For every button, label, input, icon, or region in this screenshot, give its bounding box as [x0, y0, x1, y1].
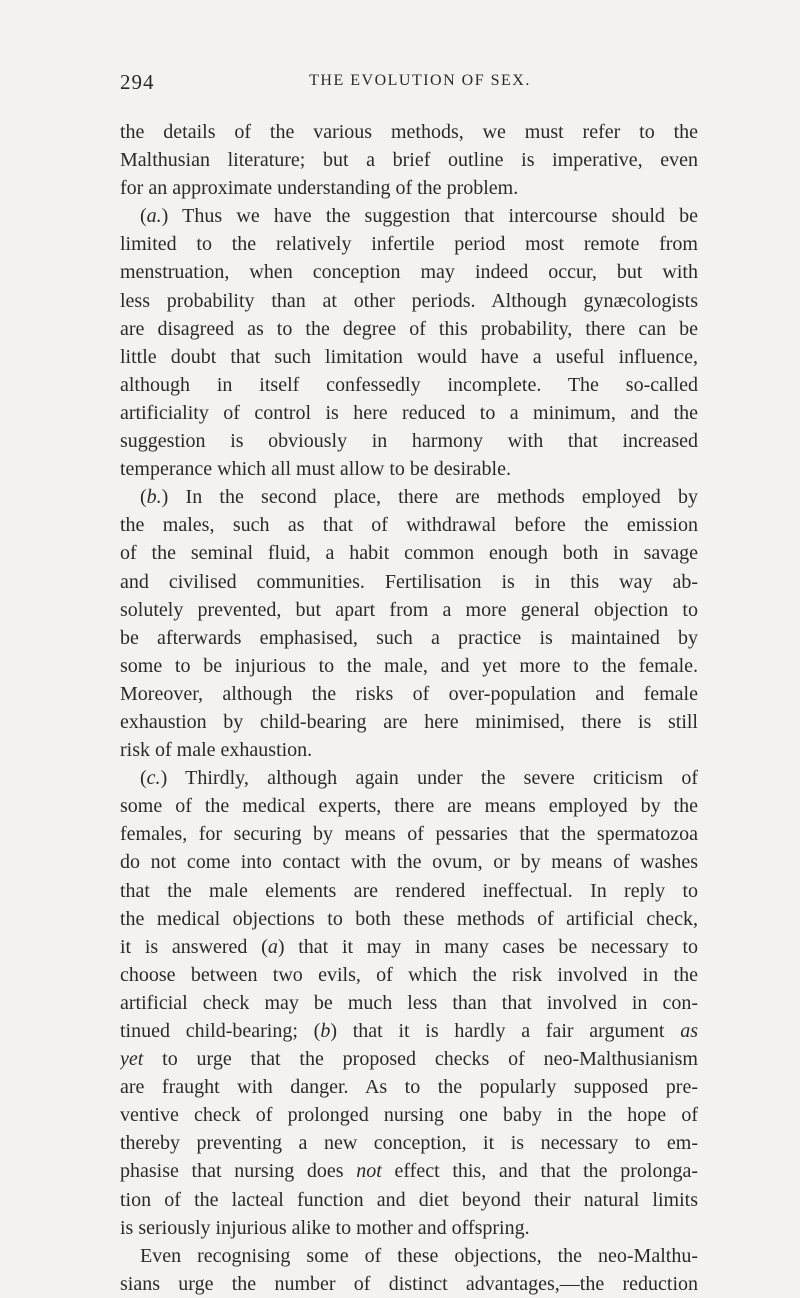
text-line: Even recognising some of these objections, the neo-Malthu- [140, 1244, 698, 1267]
text-line: yet to urge that the proposed checks of neo-Malthusianism [120, 1048, 698, 1071]
text-line: artificiality of control is here reduced to a minimum, and the [120, 401, 698, 424]
text-line: thereby preventing a new conception, it is necessary to em- [120, 1132, 698, 1155]
text-line: are fraught with danger. As to the popularly supposed pre- [120, 1076, 698, 1099]
text-line: suggestion is obviously in harmony with that increased [120, 430, 698, 453]
text-line: the medical objections to both these methods of artificial check, [120, 907, 698, 930]
text-line: although in itself confessedly incomplete. The so-called [120, 373, 698, 396]
text-line: (b.) In the second place, there are methods employed by [140, 486, 698, 509]
text-line: do not come into contact with the ovum, or by means of washes [120, 851, 698, 874]
text-line: are disagreed as to the degree of this probability, there can be [120, 317, 698, 340]
text-line: solutely prevented, but apart from a more general objection to [120, 598, 698, 621]
text-line: artificial check may be much less than that involved in con- [120, 991, 698, 1014]
text-line: females, for securing by means of pessaries that the spermatozoa [120, 823, 698, 846]
text-line: Malthusian literature; but a brief outline is imperative, even [120, 149, 698, 172]
page-header [120, 70, 720, 100]
text-line: phasise that nursing does not effect this, and that the prolonga- [120, 1160, 698, 1183]
text-line: and civilised communities. Fertilisation is in this way ab- [120, 570, 698, 593]
running-title: THE EVOLUTION OF SEX. [309, 72, 531, 89]
text-line: sians urge the number of distinct advantages,—the reduction [120, 1272, 698, 1295]
text-line: choose between two evils, of which the risk involved in the [120, 963, 698, 986]
text-line: temperance which all must allow to be desirable. [120, 458, 511, 481]
text-line: (c.) Thirdly, although again under the severe criticism of [140, 767, 698, 790]
text-line: ventive check of prolonged nursing one baby in the hope of [120, 1104, 698, 1127]
text-line: it is answered (a) that it may in many cases be necessary to [120, 935, 698, 958]
text-line: (a.) Thus we have the suggestion that intercourse should be [140, 205, 698, 228]
text-line: tion of the lacteal function and diet beyond their natural limits [120, 1188, 698, 1211]
page-number: 294 [120, 70, 155, 94]
text-line: for an approximate understanding of the problem. [120, 177, 519, 200]
text-line: less probability than at other periods. Although gynæcologists [120, 289, 698, 312]
text-line: that the male elements are rendered ineffectual. In reply to [120, 879, 698, 902]
text-line: some of the medical experts, there are means employed by the [120, 795, 698, 818]
text-line: exhaustion by child-bearing are here minimised, there is still [120, 710, 698, 733]
text-line: the males, such as that of withdrawal before the emission [120, 514, 698, 537]
text-line: tinued child-bearing; (b) that it is hardly a fair argument as [120, 1020, 698, 1042]
text-line: be afterwards emphasised, such a practice is maintained by [120, 626, 698, 649]
text-line: Moreover, although the risks of over-population and female [120, 682, 698, 705]
text-line: of the seminal fluid, a habit common enough both in savage [120, 542, 698, 565]
text-line: is seriously injurious alike to mother and offspring. [120, 1216, 530, 1239]
body-text [120, 118, 698, 1298]
text-line: risk of male exhaustion. [120, 739, 313, 762]
text-line: little doubt that such limitation would have a useful influence, [120, 345, 698, 368]
text-line: menstruation, when conception may indeed occur, but with [120, 261, 698, 284]
text-line: some to be injurious to the male, and yet more to the female. [120, 654, 698, 677]
text-line: the details of the various methods, we must refer to the [120, 121, 698, 143]
text-line: limited to the relatively infertile period most remote from [120, 233, 698, 256]
